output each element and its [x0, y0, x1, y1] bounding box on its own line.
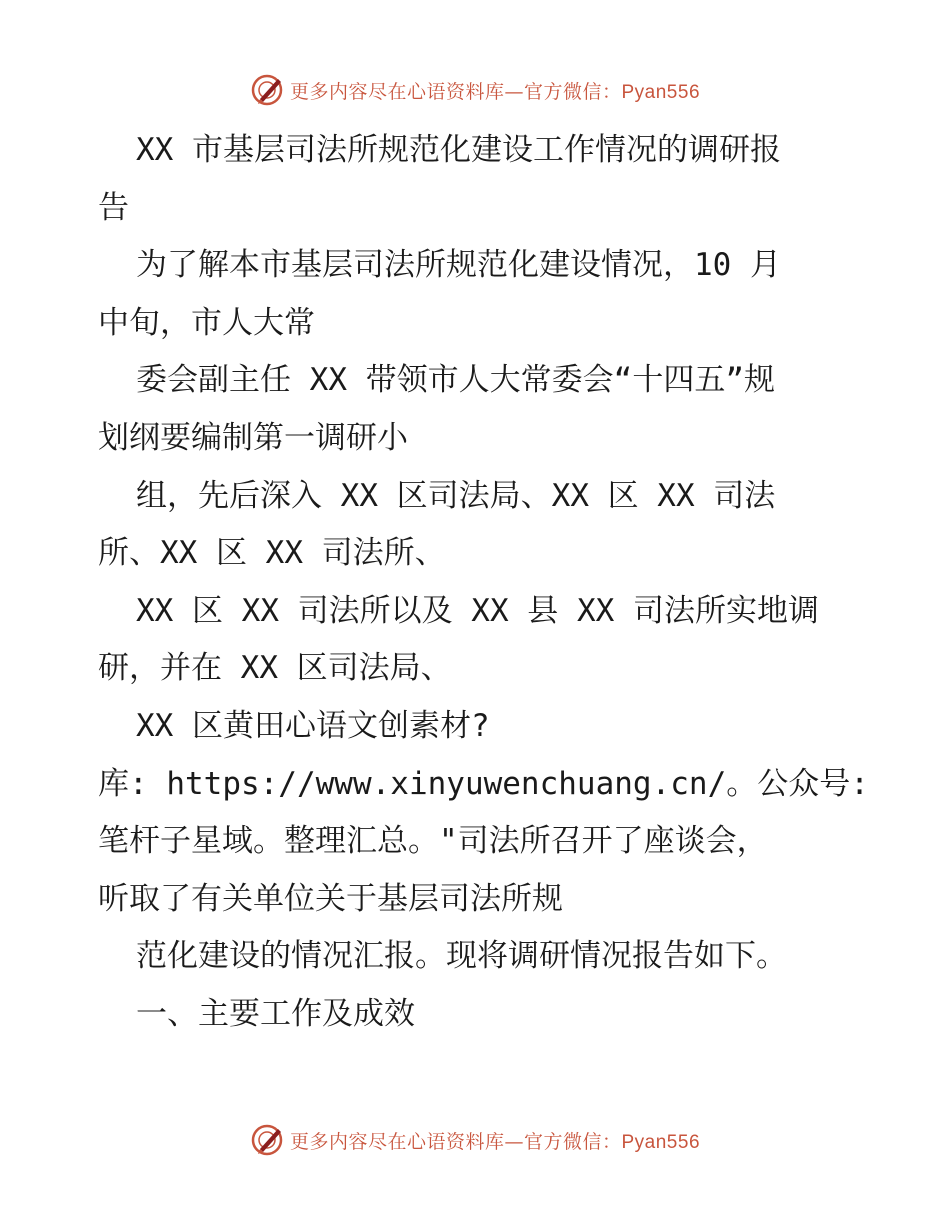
watermark-banner-top — [0, 70, 950, 110]
paragraph-line: 库: https://www.xinyuwenchuang.cn/。公众号: — [98, 765, 869, 802]
paragraph-line: 中旬，市人大常 — [98, 304, 315, 341]
watermark-banner-bottom — [0, 1120, 950, 1160]
paragraph-line: 委会副主任 XX 带领市人大常委会“十四五”规 — [136, 362, 775, 399]
section-heading: 一、主要工作及成效 — [136, 995, 415, 1032]
paragraph-line: 所、XX 区 XX 司法所、 — [98, 535, 446, 572]
paragraph-line: 组，先后深入 XX 区司法局、XX 区 XX 司法 — [136, 477, 776, 514]
watermark-text: 更多内容尽在心语资料库—官方微信：Pyan556 — [289, 1130, 701, 1153]
paragraph-line: 范化建设的情况汇报。现将调研情况报告如下。 — [136, 938, 787, 975]
paragraph-line: 笔杆子星域。整理汇总。"司法所召开了座谈会， — [98, 823, 768, 860]
paragraph-line: 研，并在 XX 区司法局、 — [98, 650, 452, 687]
doc-title-line: 告 — [98, 189, 129, 226]
paragraph-line: XX 区黄田心语文创素材? — [136, 707, 490, 744]
pen-logo-icon — [250, 72, 286, 108]
paragraph-line: 为了解本市基层司法所规范化建设情况，10 月 — [136, 247, 781, 284]
wechat-id: Pyan556 — [621, 1131, 701, 1153]
doc-title-line: XX 市基层司法所规范化建设工作情况的调研报 — [136, 132, 781, 168]
document-body — [98, 122, 869, 1044]
pen-logo-icon — [250, 1122, 286, 1158]
wechat-id: Pyan556 — [621, 81, 701, 103]
paragraph-line: XX 区 XX 司法所以及 XX 县 XX 司法所实地调 — [136, 592, 819, 629]
watermark-text: 更多内容尽在心语资料库—官方微信：Pyan556 — [289, 80, 701, 103]
paragraph-line: 听取了有关单位关于基层司法所规 — [98, 880, 563, 917]
paragraph-line: 划纲要编制第一调研小 — [98, 419, 408, 456]
